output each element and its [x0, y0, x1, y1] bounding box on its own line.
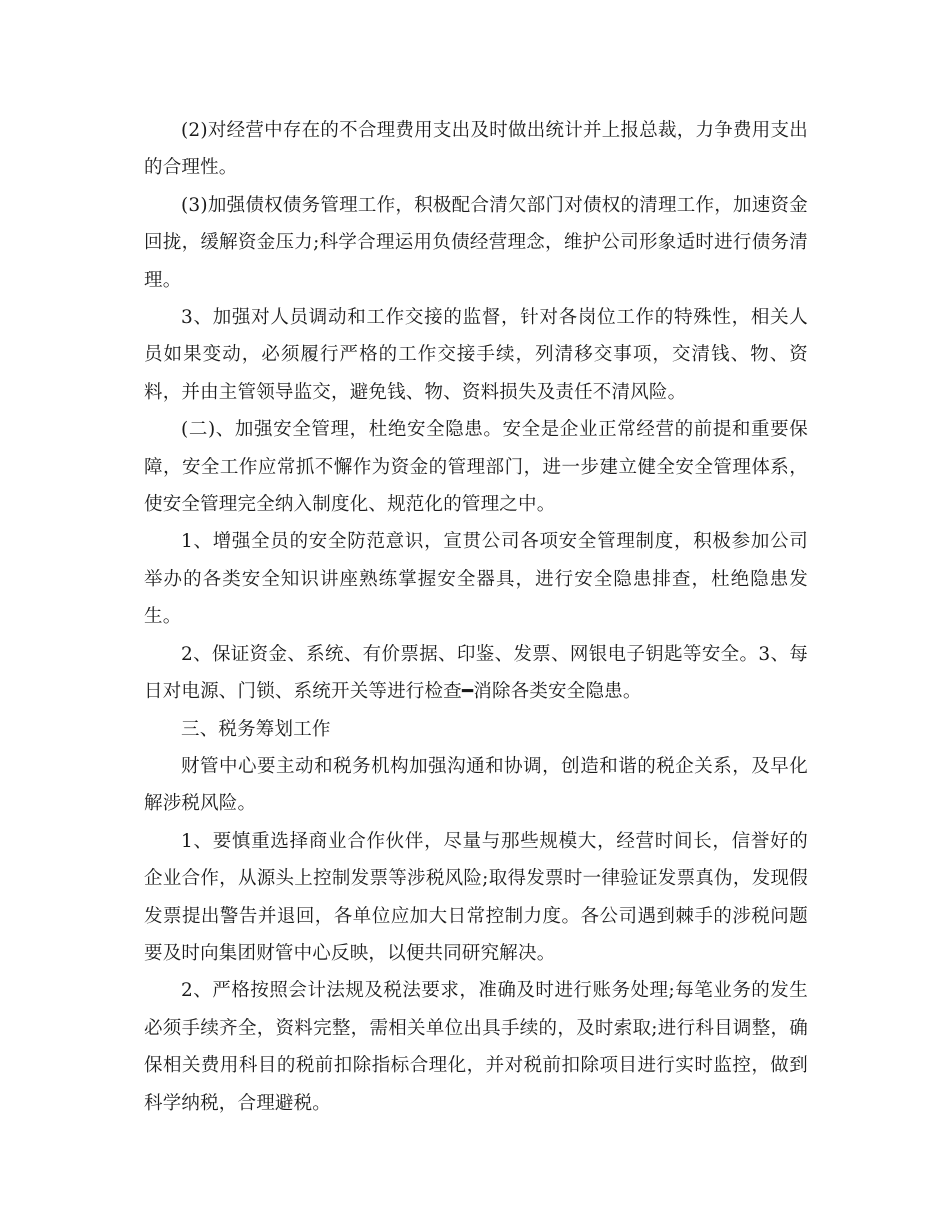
- section-heading-tax-planning: 三、税务筹划工作: [181, 718, 331, 740]
- paragraph-accounting-compliance: 2、严格按照会计法规及税法要求，准确及时进行账务处理;每笔业务的发生必须手续齐全，资料完整，需相关单位出具手续的，及时索取;进行科目调整，确保相关费用科目的税前扣除指标合理化，并对税前扣除项目进行实时监控，做到科学纳税，合理避税。: [144, 980, 808, 1114]
- paragraph-safety-management: (二)、加强安全管理，杜绝安全隐患。安全是企业正常经营的前提和重要保障，安全工作应常抓不懈作为资金的管理部门，进一步建立健全安全管理体系，使安全管理完全纳入制度化、规范化的管理之中。: [144, 419, 808, 516]
- paragraph-asset-security: 2、保证资金、系统、有价票据、印鉴、发票、网银电子钥匙等安全。3、每日对电源、门锁、系统开关等进行检查━消除各类安全隐患。: [144, 643, 808, 703]
- paragraph-partner-selection: 1、要慎重选择商业合作伙伴，尽量与那些规模大，经营时间长，信誉好的企业合作，从源头上控制发票等涉税风险;取得发票时一律验证发票真伪，发现假发票提出警告并退回，各单位应加大日常控制力度。各公司遇到棘手的涉税问题要及时向集团财管中心反映，以便共同研究解决。: [144, 830, 808, 964]
- paragraph-expense-control: (2)对经营中存在的不合理费用支出及时做出统计并上报总裁，力争费用支出的合理性。: [144, 120, 808, 179]
- paragraph-debt-management: (3)加强债权债务管理工作，积极配合清欠部门对债权的清理工作，加速资金回拢，缓解资金压力;科学合理运用负债经营理念，维护公司形象适时进行债务清理。: [144, 194, 808, 291]
- paragraph-tax-communication: 财管中心要主动和税务机构加强沟通和协调，创造和谐的税企关系，及早化解涉税风险。: [144, 755, 808, 815]
- document-body: [144, 112, 808, 1122]
- paragraph-safety-awareness: 1、增强全员的安全防范意识，宣贯公司各项安全管理制度，积极参加公司举办的各类安全知识讲座熟练掌握安全器具，进行安全隐患排查，杜绝隐患发生。: [144, 531, 808, 628]
- paragraph-personnel-handover: 3、加强对人员调动和工作交接的监督，针对各岗位工作的特殊性，相关人员如果变动，必须履行严格的工作交接手续，列清移交事项，交清钱、物、资料，并由主管领导监交，避免钱、物、资料损失及责任不清风险。: [144, 307, 808, 403]
